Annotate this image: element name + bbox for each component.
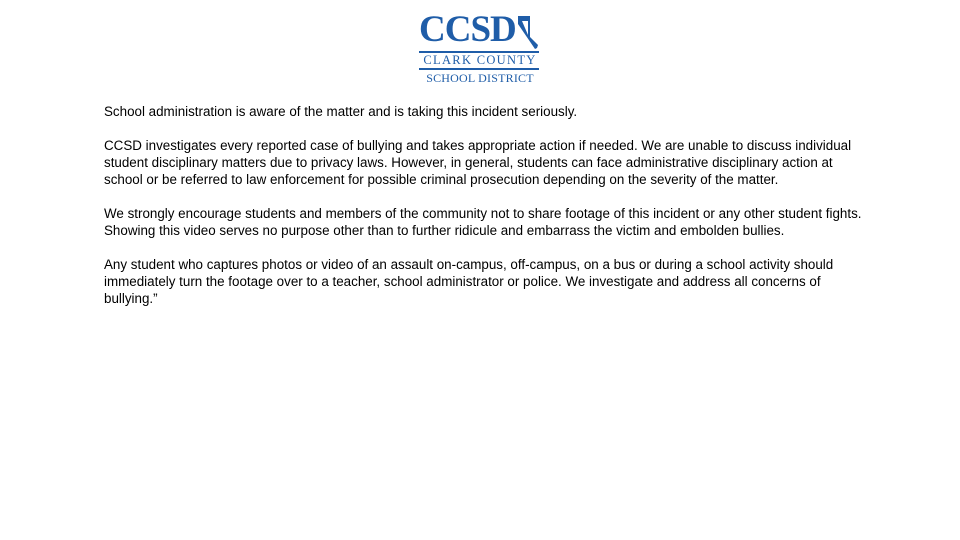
statement-paragraph-3: We strongly encourage students and members of the community not to share footage of this incident or any other student fights. Showing this video serves no purpose other than to further ridicule and embarrass the victim and embolden bullies. [104, 206, 862, 238]
logo-wordmark: CCSD [419, 9, 516, 50]
ccsd-logo [419, 9, 543, 86]
logo-line-school-district: SCHOOL DISTRICT [426, 71, 534, 85]
statement-body [104, 103, 864, 324]
statement-paragraph-1: School administration is aware of the matter and is taking this incident seriously. [104, 104, 578, 119]
logo-top-row [419, 9, 543, 50]
nevada-state-icon [517, 15, 539, 49]
statement-paragraph-4: Any student who captures photos or video of an assault on-campus, off-campus, on a bus or during a school activity should immediately turn the footage over to a teacher, school administrator or police. We investigate and address all concerns of bullying.” [104, 257, 834, 306]
logo-line-clark-county: CLARK COUNTY [423, 53, 537, 67]
logo-middle-rule [419, 68, 539, 70]
statement-paragraph-2: CCSD investigates every reported case of bullying and takes appropriate action if needed. We are unable to discuss individual student disciplinary matters due to privacy laws. However, in general, students can face administrative disciplinary action at school or be referred to law enforcement for possible criminal prosecution depending on the severity of the matter. [104, 138, 852, 187]
